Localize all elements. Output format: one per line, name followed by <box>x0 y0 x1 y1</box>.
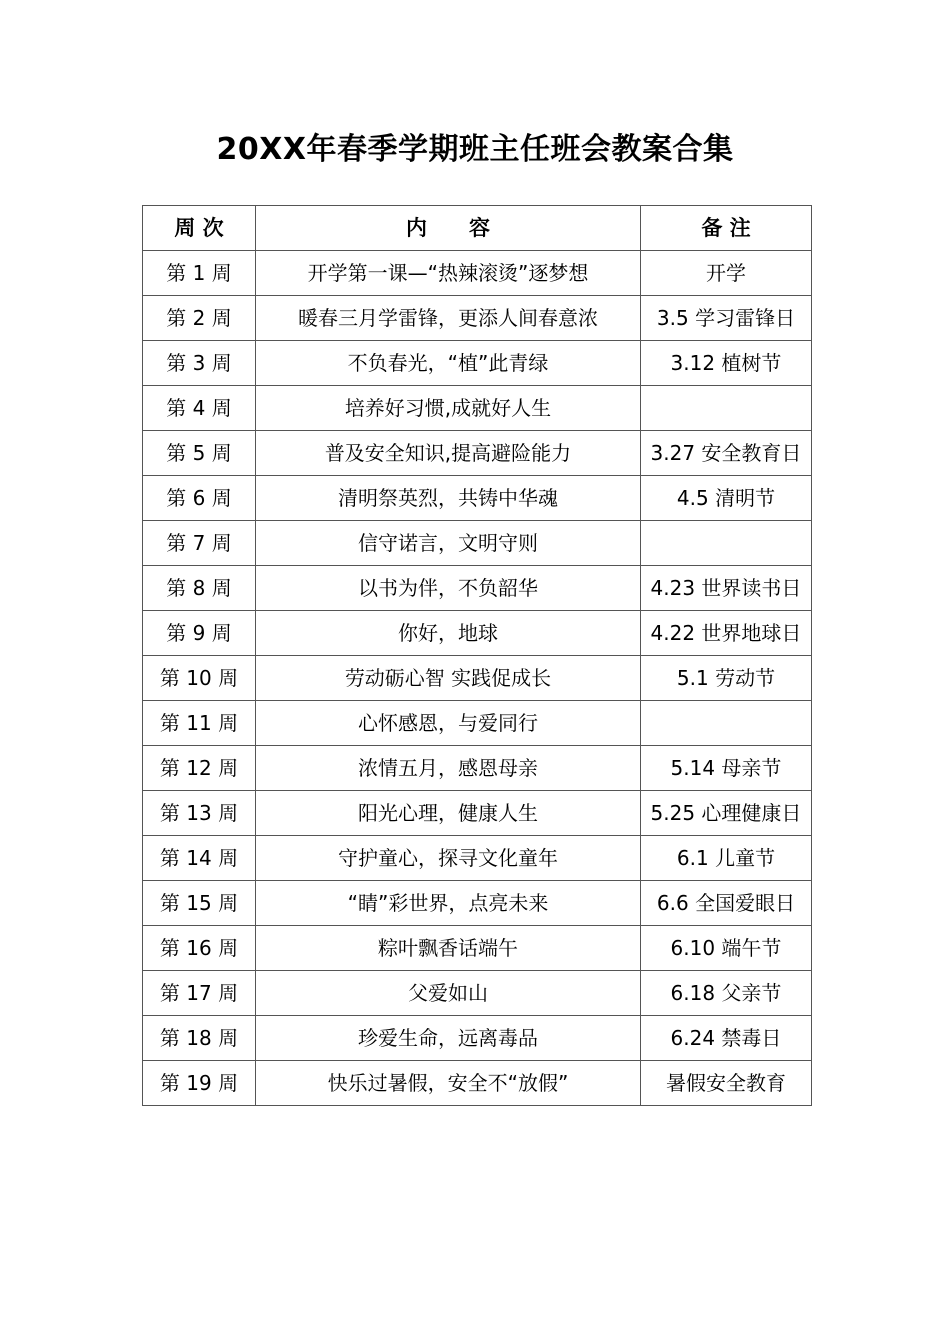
week-cell: 第 3 周 <box>143 341 256 386</box>
content-cell: 父爱如山 <box>256 971 641 1016</box>
note-cell: 6.24 禁毒日 <box>641 1016 812 1061</box>
note-cell: 6.1 儿童节 <box>641 836 812 881</box>
table-row <box>143 1016 812 1061</box>
note-cell: 6.6 全国爱眼日 <box>641 881 812 926</box>
note-cell: 5.1 劳动节 <box>641 656 812 701</box>
note-cell: 3.12 植树节 <box>641 341 812 386</box>
content-cell: 你好，地球 <box>256 611 641 656</box>
table-row <box>143 926 812 971</box>
table-row <box>143 521 812 566</box>
week-cell: 第 12 周 <box>143 746 256 791</box>
note-cell: 5.14 母亲节 <box>641 746 812 791</box>
content-cell: 信守诺言，文明守则 <box>256 521 641 566</box>
content-cell: 粽叶飘香话端午 <box>256 926 641 971</box>
content-cell: 快乐过暑假，安全不“放假” <box>256 1061 641 1106</box>
week-cell: 第 13 周 <box>143 791 256 836</box>
table-row <box>143 251 812 296</box>
schedule-table <box>142 205 812 1106</box>
week-cell: 第 11 周 <box>143 701 256 746</box>
week-cell: 第 5 周 <box>143 431 256 476</box>
content-cell: 浓情五月，感恩母亲 <box>256 746 641 791</box>
content-cell: 以书为伴，不负韶华 <box>256 566 641 611</box>
table-row <box>143 836 812 881</box>
week-cell: 第 6 周 <box>143 476 256 521</box>
content-cell: 阳光心理，健康人生 <box>256 791 641 836</box>
week-cell: 第 4 周 <box>143 386 256 431</box>
content-cell: 暖春三月学雷锋，更添人间春意浓 <box>256 296 641 341</box>
content-cell: 开学第一课—“热辣滚烫”逐梦想 <box>256 251 641 296</box>
note-cell <box>641 521 812 566</box>
note-cell: 暑假安全教育 <box>641 1061 812 1106</box>
content-cell: 守护童心，探寻文化童年 <box>256 836 641 881</box>
table-row <box>143 971 812 1016</box>
note-cell: 3.5 学习雷锋日 <box>641 296 812 341</box>
table-row <box>143 386 812 431</box>
header-content: 内 容 <box>256 206 641 251</box>
header-week: 周 次 <box>143 206 256 251</box>
week-cell: 第 1 周 <box>143 251 256 296</box>
table-row <box>143 431 812 476</box>
week-cell: 第 19 周 <box>143 1061 256 1106</box>
note-cell: 开学 <box>641 251 812 296</box>
note-cell <box>641 701 812 746</box>
note-cell: 4.5 清明节 <box>641 476 812 521</box>
table-row <box>143 296 812 341</box>
content-cell: 清明祭英烈，共铸中华魂 <box>256 476 641 521</box>
content-cell: 培养好习惯,成就好人生 <box>256 386 641 431</box>
header-note: 备 注 <box>641 206 812 251</box>
table-row <box>143 341 812 386</box>
week-cell: 第 17 周 <box>143 971 256 1016</box>
content-cell: 普及安全知识,提高避险能力 <box>256 431 641 476</box>
content-cell: 劳动砺心智 实践促成长 <box>256 656 641 701</box>
note-cell: 4.22 世界地球日 <box>641 611 812 656</box>
content-cell: 不负春光，“植”此青绿 <box>256 341 641 386</box>
week-cell: 第 16 周 <box>143 926 256 971</box>
table-row <box>143 881 812 926</box>
week-cell: 第 2 周 <box>143 296 256 341</box>
content-cell: 心怀感恩，与爱同行 <box>256 701 641 746</box>
table-row <box>143 701 812 746</box>
table-row <box>143 746 812 791</box>
week-cell: 第 14 周 <box>143 836 256 881</box>
week-cell: 第 18 周 <box>143 1016 256 1061</box>
note-cell: 6.10 端午节 <box>641 926 812 971</box>
table-row <box>143 791 812 836</box>
page-title: 20XX年春季学期班主任班会教案合集 <box>216 132 734 167</box>
note-cell <box>641 386 812 431</box>
content-cell: “睛”彩世界，点亮未来 <box>256 881 641 926</box>
note-cell: 5.25 心理健康日 <box>641 791 812 836</box>
table-row <box>143 476 812 521</box>
note-cell: 3.27 安全教育日 <box>641 431 812 476</box>
week-cell: 第 9 周 <box>143 611 256 656</box>
table-row <box>143 1061 812 1106</box>
week-cell: 第 15 周 <box>143 881 256 926</box>
note-cell: 6.18 父亲节 <box>641 971 812 1016</box>
table-header-row <box>143 206 812 251</box>
week-cell: 第 10 周 <box>143 656 256 701</box>
content-cell: 珍爱生命，远离毒品 <box>256 1016 641 1061</box>
week-cell: 第 7 周 <box>143 521 256 566</box>
week-cell: 第 8 周 <box>143 566 256 611</box>
note-cell: 4.23 世界读书日 <box>641 566 812 611</box>
table-row <box>143 611 812 656</box>
table-row <box>143 566 812 611</box>
table-row <box>143 656 812 701</box>
